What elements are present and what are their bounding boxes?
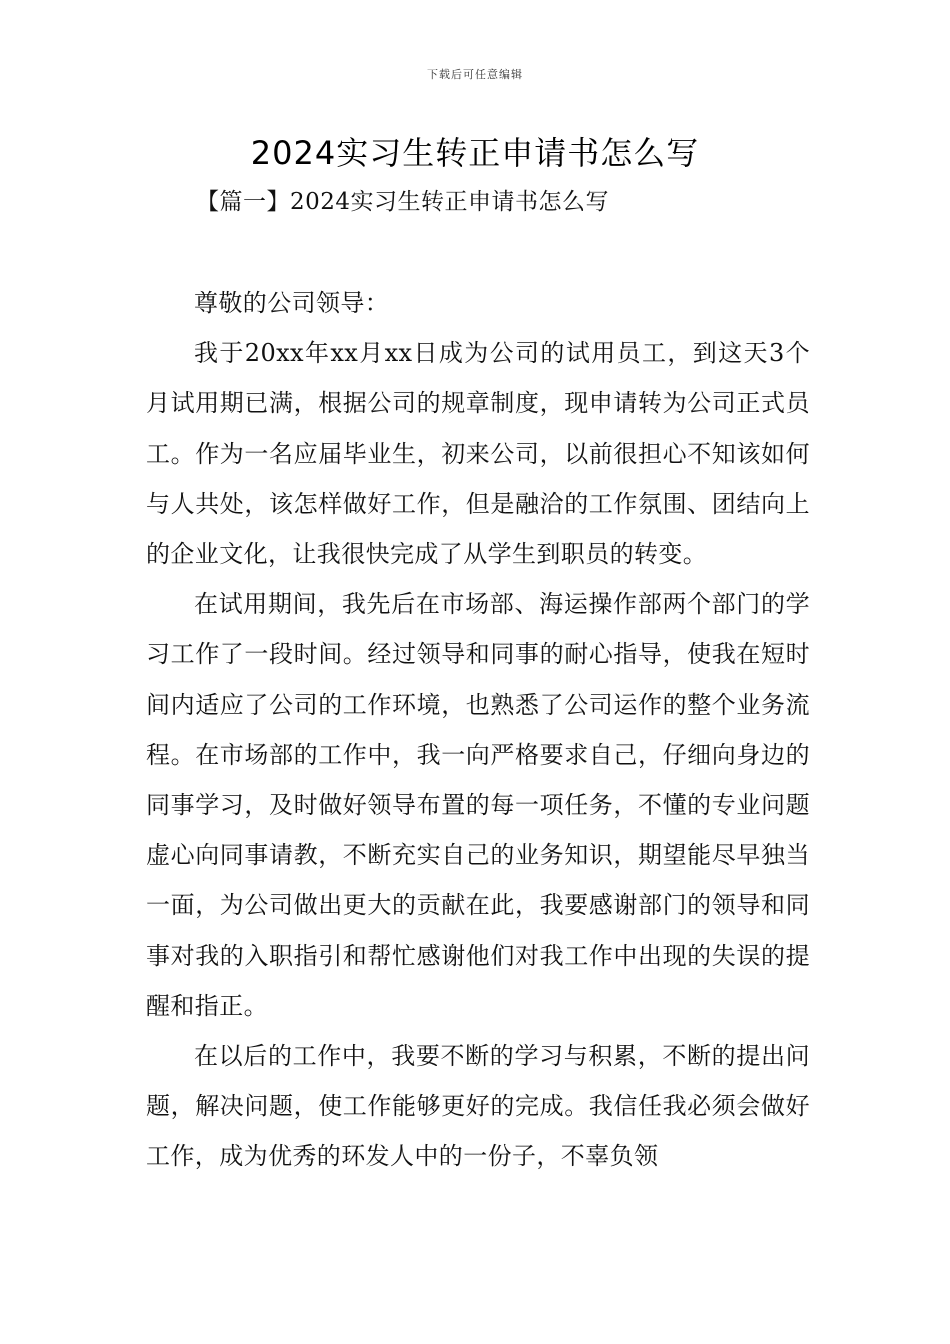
section-heading: 【篇一】2024实习生转正申请书怎么写: [196, 189, 610, 215]
header-note: 下载后可任意编辑: [427, 68, 523, 81]
letter-body: [146, 278, 810, 1182]
salutation: 尊敬的公司领导：: [194, 289, 390, 317]
paragraph-2: 在试用期间，我先后在市场部、海运操作部两个部门的学习工作了一段时间。经过领导和同事的耐心指导，使我在短时间内适应了公司的工作环境，也熟悉了公司运作的整个业务流程。在市场部的工作中，我一向严格要求自己，仔细向身边的同事学习，及时做好领导布置的每一项任务，不懂的专业问题虚心向同事请教，不断充实自己的业务知识，期望能尽早独当一面，为公司做出更大的贡献在此，我要感谢部门的领导和同事对我的入职指引和帮忙感谢他们对我工作中出现的失误的提醒和指正。: [146, 590, 810, 1020]
paragraph-3: 在以后的工作中，我要不断的学习与积累，不断的提出问题，解决问题，使工作能够更好的完成。我信任我必须会做好工作，成为优秀的环发人中的一份子，不辜负领: [146, 1042, 810, 1171]
document-title: 2024实习生转正申请书怎么写: [250, 134, 700, 172]
paragraph-1: 我于20xx年xx月xx日成为公司的试用员工，到这天3个月试用期已满，根据公司的规章制度，现申请转为公司正式员工。作为一名应届毕业生，初来公司，以前很担心不知该如何与人共处，该怎样做好工作，但是融洽的工作氛围、团结向上的企业文化，让我很快完成了从学生到职员的转变。: [146, 339, 810, 569]
